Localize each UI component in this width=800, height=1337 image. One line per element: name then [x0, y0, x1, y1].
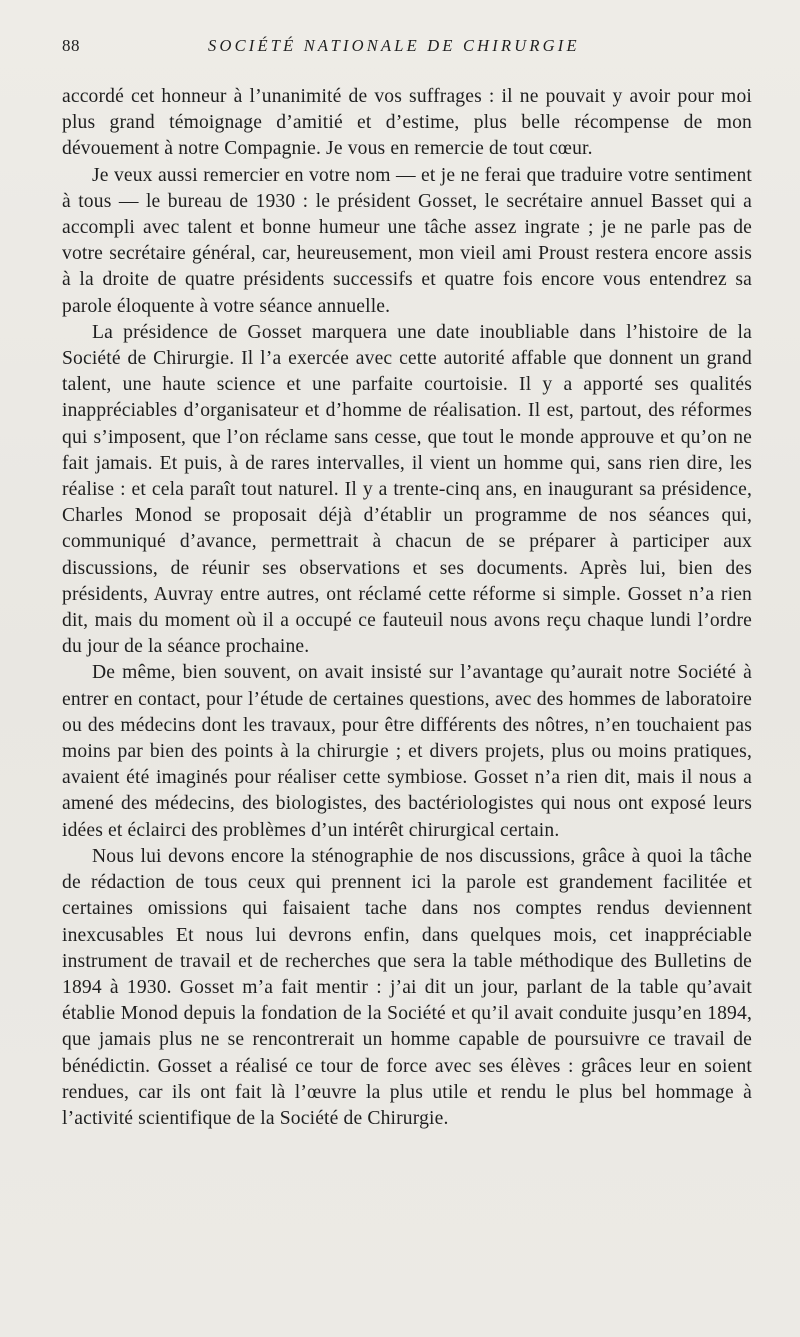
paragraph-gosset-presidency: La présidence de Gosset marquera une date inoubliable dans l’histoire de la Société de Chirurgie. Il l’a exercée avec cette autorité affable que donnent un grand talent, une haute science et une parfaite courtoisie. Il y a apporté ses qualités inappréciables d’organisateur et d’homme de réalisation. Il est, partout, des réformes qui s’imposent, que l’on réclame sans cesse, que tout le monde approuve et qu’on ne fait jamais. Et puis, à de rares intervalles, il vient un homme qui, sans rien dire, les réalise : et cela paraît tout naturel. Il y a trente-cinq ans, en inaugurant sa présidence, Charles Monod se proposait déjà d’établir un programme de nos séances qui, communiqué d’avance, permettrait à chacun de se préparer à participer aux discussions, de réunir ses observations et ses documents. Après lui, bien des présidents, Auvray entre autres, ont réclamé cette réforme si simple. Gosset n’a rien dit, mais du moment où il a occupé ce fauteuil nous avons reçu chaque lundi l’ordre du jour de la séance prochaine.	[62, 321, 752, 658]
paragraph-laboratory-contact: De même, bien souvent, on avait insisté sur l’avantage qu’aurait notre Société à entrer en contact, pour l’étude de certaines questions, avec des hommes de laboratoire ou des médecins dont les travaux, pour être différents des nôtres, n’en touchaient pas moins par bien des points à la chirurgie ; et divers projets, plus ou moins pratiques, avaient été imaginés pour réaliser cette symbiose. Gosset n’a rien dit, mais il nous a amené des médecins, des biologistes, des bactériologistes qui nous ont exposé leurs idées et éclairci des problèmes d’un intérêt chirurgical certain.	[62, 662, 752, 841]
paragraph-continuation: accordé cet honneur à l’unanimité de vos suffrages : il ne pouvait y avoir pour moi plus grand témoignage d’amitié et d’estime, plus belle récompense de mon dévouement à notre Compagnie. Je vous en remercie de tout cœur.	[62, 86, 752, 160]
journal-title: SOCIÉTÉ NATIONALE DE CHIRURGIE	[208, 36, 580, 55]
body-text	[62, 84, 752, 1132]
paragraph-thanks-bureau: Je veux aussi remercier en votre nom — et je ne ferai que traduire votre sentiment à tous — le bureau de 1930 : le président Gosset, le secrétaire annuel Basset qui a accompli avec talent et bonne humeur une tâche assez ingrate ; je ne parle pas de votre secrétaire général, car, heureusement, mon vieil ami Proust restera encore assis à la droite de quatre présidents successifs et quatre fois encore vous entendrez sa parole éloquente à votre séance annuelle.	[62, 164, 752, 317]
paragraph-stenography: Nous lui devons encore la sténographie de nos discussions, grâce à quoi la tâche de rédaction de tous ceux qui prennent ici la parole est grandement facilitée et certaines omissions qui faisaient tache dans nos comptes rendus deviennent inexcusables Et nous lui devrons enfin, dans quelques mois, cet inappréciable instrument de travail et de recherches que sera la table méthodique des Bulletins de 1894 à 1930. Gosset m’a fait mentir : j’ai dit un jour, parlant de la table qu’avait établie Monod depuis la fondation de la Société et qu’il avait conduite jusqu’en 1894, que jamais plus ne se rencontrerait un homme capable de poursuivre ce travail de bénédictin. Gosset a réalisé ce tour de force avec ses élèves : grâces leur en soient rendues, car ils ont fait là l’œuvre la plus utile et rendu le plus bel hommage à l’activité scientifique de la Société de Chirurgie.	[62, 845, 752, 1129]
page-number: 88	[62, 36, 80, 55]
running-head	[62, 36, 752, 60]
